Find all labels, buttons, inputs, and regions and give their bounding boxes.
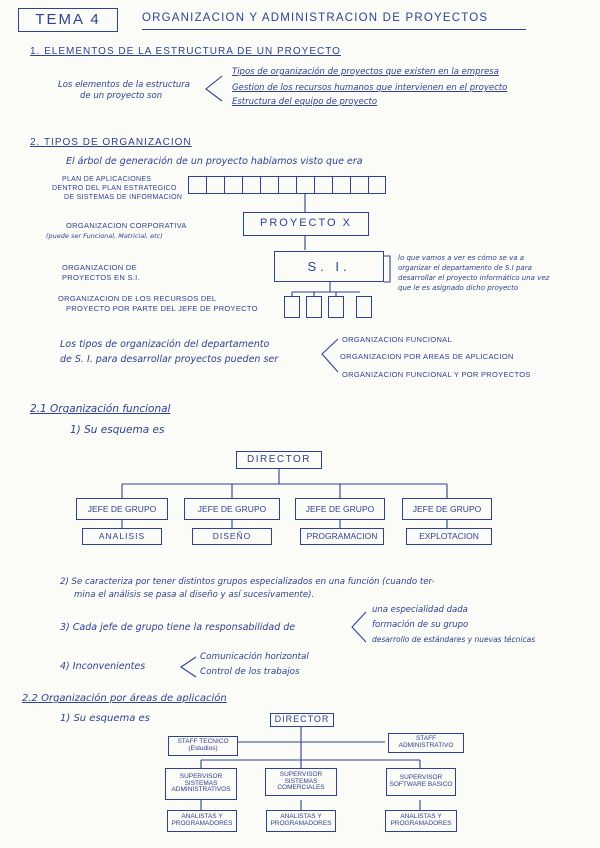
area-box-programacion <box>300 528 384 545</box>
si-note-2: organizar el departamento de S.I para <box>398 264 532 272</box>
director-box-2 <box>270 713 334 727</box>
resource-box-2 <box>306 296 322 318</box>
jefe-grupo-label: JEFE DE GRUPO <box>87 503 157 514</box>
proyecto-x-label: PROYECTO X <box>260 217 352 230</box>
jefe-grupo-box-1 <box>76 498 168 520</box>
si-label: S. I. <box>307 258 351 274</box>
section-1-heading: 1. ELEMENTOS DE LA ESTRUCTURA DE UN PROYECTO <box>30 46 341 57</box>
section-2-heading: 2. TIPOS DE ORGANIZACION <box>30 137 192 148</box>
section-1-item-1: Tipos de organización de proyectos que existen en la empresa <box>232 67 499 77</box>
point-3-item-1: una especialidad dada <box>372 605 468 615</box>
point-4-text: 4) Inconvenientes <box>60 661 146 672</box>
si-box <box>274 251 384 282</box>
resource-box-1 <box>284 296 300 318</box>
org-types-text-2: de S. I. para desarrollar proyectos pueden ser <box>60 354 279 365</box>
point-2-line-1: 2) Se caracteriza por tener distintos grupos especializados en una función (cuando ter- <box>60 577 435 587</box>
section-1-item-2: Gestion de los recursos humanos que intervienen en el proyecto <box>232 83 508 93</box>
area-box-explotacion <box>406 528 492 545</box>
section-1-intro-line-1: Los elementos de la estructura <box>58 80 191 90</box>
area-label: DISEÑO <box>212 531 252 542</box>
tema-box <box>18 8 118 32</box>
corporate-org-label: ORGANIZACION CORPORATIVA <box>66 221 187 230</box>
si-note-4: que le es asignado dicho proyecto <box>398 284 519 292</box>
analistas-box-3 <box>385 810 457 832</box>
staff-admin-label: STAFF ADMINISTRATIVO <box>398 735 454 749</box>
section-1-item-3: Estructura del equipo de proyecto <box>232 97 378 107</box>
page-title: ORGANIZACION Y ADMINISTRACION DE PROYECTOS <box>142 12 489 24</box>
area-box-analisis <box>82 528 162 545</box>
org-type-item-1: ORGANIZACION FUNCIONAL <box>342 335 452 344</box>
staff-tecnico-box <box>168 736 238 756</box>
supervisor-software-box <box>386 768 456 796</box>
tema-label: TEMA 4 <box>35 11 101 29</box>
director-box <box>236 451 322 469</box>
point-4-item-1: Comunicación horizontal <box>200 652 309 662</box>
org-type-item-3: ORGANIZACION FUNCIONAL Y POR PROYECTOS <box>342 370 531 379</box>
section-1-intro-line-2: de un proyecto son <box>80 91 163 101</box>
plan-label-2: DENTRO DEL PLAN ESTRATEGICO <box>52 185 177 192</box>
analistas-box-1 <box>167 810 237 832</box>
resources-label-1: ORGANIZACION DE LOS RECURSOS DEL <box>58 294 217 303</box>
plan-label-3: DE SISTEMAS DE INFORMACION <box>64 194 183 201</box>
jefe-grupo-box-3 <box>295 498 385 520</box>
area-label: EXPLOTACION <box>419 531 479 542</box>
supervisor-comercial-label: SUPERVISOR SISTEMAS COMERCIALES <box>277 770 325 792</box>
section-2-2-esquema: 1) Su esquema es <box>60 713 150 724</box>
area-label: PROGRAMACION <box>306 531 378 542</box>
staff-admin-box <box>388 733 464 753</box>
project-org-label-1: ORGANIZACION DE <box>62 263 137 272</box>
si-note-3: desarrollar el proyecto informático una vez <box>398 274 550 282</box>
supervisor-comercial-box <box>265 768 337 796</box>
point-4-item-2: Control de los trabajos <box>200 667 300 677</box>
director-label: DIRECTOR <box>246 453 312 465</box>
analistas-label: ANALISTAS Y PROGRAMADORES <box>390 813 452 827</box>
jefe-grupo-label: JEFE DE GRUPO <box>412 503 482 514</box>
section-2-1-esquema: 1) Su esquema es <box>70 424 165 436</box>
title-underline <box>142 29 526 30</box>
resource-box-3 <box>328 296 344 318</box>
supervisor-admin-label: SUPERVISOR SISTEMAS ADMINISTRATIVOS <box>171 772 231 794</box>
jefe-grupo-label: JEFE DE GRUPO <box>197 503 267 514</box>
area-label: ANALISIS <box>98 531 146 542</box>
analistas-label: ANALISTAS Y PROGRAMADORES <box>270 813 332 827</box>
org-type-item-2: ORGANIZACION POR AREAS DE APLICACION <box>340 352 514 361</box>
analistas-label: ANALISTAS Y PROGRAMADORES <box>171 813 233 827</box>
jefe-grupo-label: JEFE DE GRUPO <box>305 503 375 514</box>
section-2-1-heading: 2.1 Organización funcional <box>30 403 171 415</box>
jefe-grupo-box-2 <box>184 498 280 520</box>
plan-label-1: PLAN DE APLICACIONES <box>62 176 152 183</box>
point-2-line-2: mina el análisis se pasa al diseño y así sucesivamente). <box>74 590 315 600</box>
resources-label-2: PROYECTO POR PARTE DEL JEFE DE PROYECTO <box>66 304 258 313</box>
point-3-item-2: formación de su grupo <box>372 620 469 630</box>
section-2-intro: El árbol de generación de un proyecto habíamos visto que era <box>66 156 363 167</box>
point-3-text: 3) Cada jefe de grupo tiene la responsabilidad de <box>60 622 296 633</box>
staff-tecnico-label: STAFF TECNICO (Estudios) <box>177 738 229 752</box>
corporate-org-note: (puede ser Funcional, Matricial, etc) <box>46 232 163 240</box>
supervisor-software-label: SUPERVISOR SOFTWARE BASICO <box>389 774 453 788</box>
jefe-grupo-box-4 <box>402 498 492 520</box>
project-org-label-2: PROYECTOS EN S.I. <box>62 273 140 282</box>
si-note-1: lo que vamos a ver es cómo se va a <box>398 254 525 262</box>
proyecto-x-box <box>243 212 369 236</box>
plan-applications-grid <box>188 176 386 194</box>
point-3-item-3: desarrollo de estándares y nuevas técnicas <box>372 635 536 644</box>
supervisor-admin-box <box>165 768 237 800</box>
org-types-text-1: Los tipos de organización del departamento <box>60 339 270 350</box>
area-box-diseno <box>192 528 272 545</box>
analistas-box-2 <box>266 810 336 832</box>
resource-box-4 <box>356 296 372 318</box>
section-2-2-heading: 2.2 Organización por áreas de aplicación <box>22 693 227 704</box>
director-label-2: DIRECTOR <box>274 714 330 725</box>
